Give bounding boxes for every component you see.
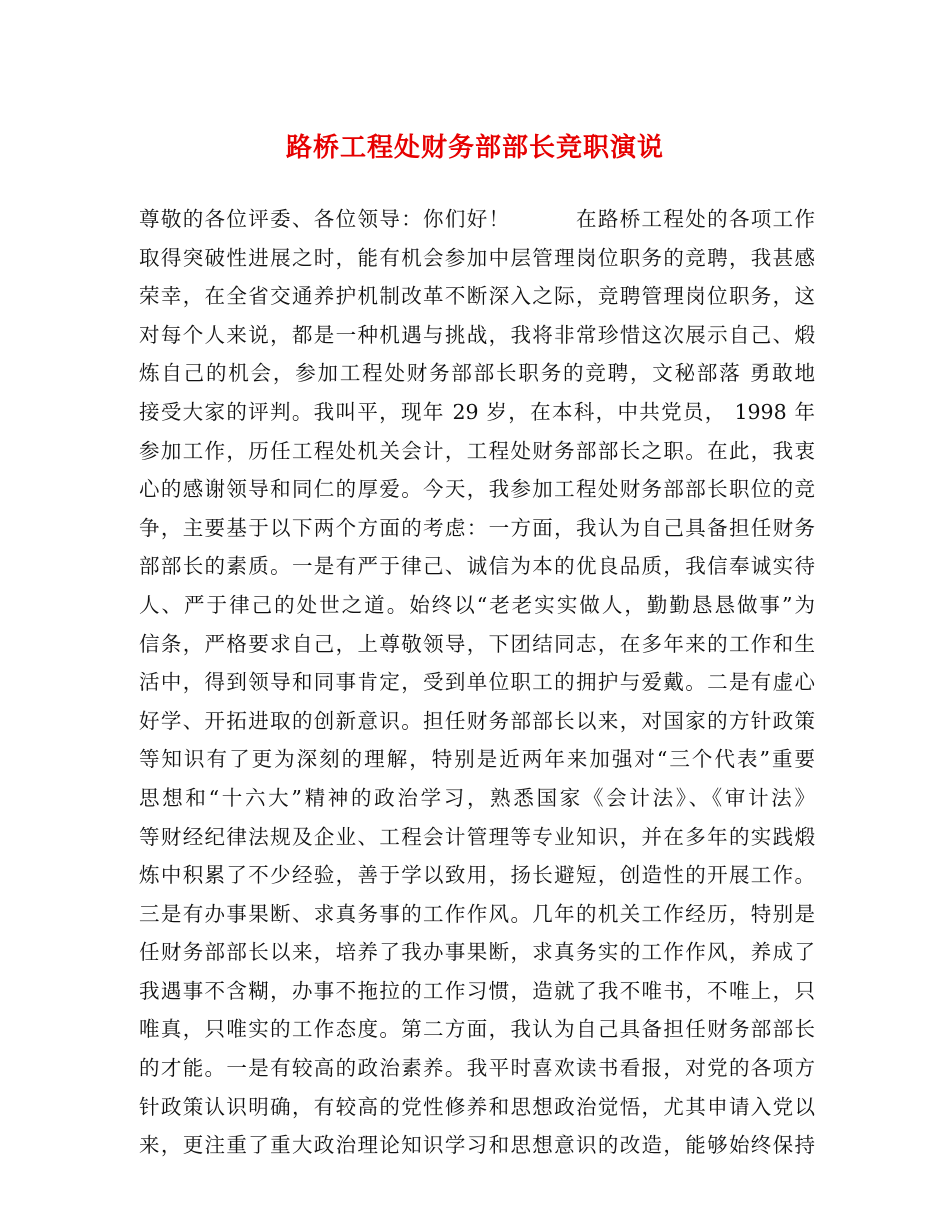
- document-title: 路桥工程处财务部部长竞职演说: [285, 133, 664, 163]
- body-text-line: 取得突破性进展之时，能有机会参加中层管理岗位职务的竞聘，我甚感: [139, 245, 815, 270]
- body-text-line: 针政策认识明确，有较高的党性修养和思想政治觉悟，尤其申请入党以: [139, 1094, 815, 1119]
- body-text-line: 三是有办事果断、求真务事的工作作风。几年的机关工作经历，特别是: [139, 901, 815, 926]
- body-text-line: 来，更注重了重大政治理论知识学习和思想意识的改造，能够始终保持: [139, 1133, 815, 1158]
- body-text-line: 心的感谢领导和同仁的厚爱。今天，我参加工程处财务部部长职位的竞: [139, 477, 815, 502]
- body-text-line: 等知识有了更为深刻的理解，特别是近两年来加强对“三个代表”重要: [139, 747, 815, 772]
- body-text-line: 任财务部部长以来，培养了我办事果断，求真务实的工作作风，养成了: [139, 940, 815, 965]
- body-text-line: 活中，得到领导和同事肯定，受到单位职工的拥护与爱戴。二是有虚心: [139, 670, 815, 695]
- body-text-line: 参加工作，历任工程处机关会计，工程处财务部部长之职。在此，我衷: [139, 438, 815, 463]
- body-text-line: 炼自己的机会，参加工程处财务部部长职务的竞聘，文秘部落 勇敢地: [139, 361, 815, 386]
- body-text-line: 部部长的素质。一是有严于律己、诚信为本的优良品质，我信奉诚实待: [139, 554, 815, 579]
- body-text-line: 唯真，只唯实的工作态度。第二方面，我认为自己具备担任财务部部长: [139, 1017, 815, 1042]
- body-text-line: 尊敬的各位评委、各位领导：你们好！ 在路桥工程处的各项工作: [139, 207, 815, 231]
- document-body: [139, 200, 815, 1165]
- body-text-line: 思想和“十六大”精神的政治学习，熟悉国家《会计法》、《审计法》: [139, 785, 815, 810]
- body-text-line: 好学、开拓进取的创新意识。担任财务部部长以来，对国家的方针政策: [139, 708, 815, 733]
- body-text-line: 等财经纪律法规及企业、工程会计管理等专业知识，并在多年的实践煅: [139, 824, 815, 849]
- body-text-line: 人、严于律己的处世之道。始终以“老老实实做人，勤勤恳恳做事”为: [139, 592, 815, 617]
- body-text-line: 争，主要基于以下两个方面的考虑：一方面，我认为自己具备担任财务: [139, 515, 815, 540]
- body-text-line: 我遇事不含糊，办事不拖拉的工作习惯，造就了我不唯书，不唯上，只: [139, 978, 815, 1003]
- body-text-line: 接受大家的评判。我叫平，现年 29 岁，在本科，中共党员， 1998 年: [139, 399, 815, 424]
- body-text-line: 的才能。一是有较高的政治素养。我平时喜欢读书看报，对党的各项方: [139, 1056, 815, 1081]
- body-text-line: 炼中积累了不少经验，善于学以致用，扬长避短，创造性的开展工作。: [139, 863, 815, 888]
- body-text-line: 信条，严格要求自己，上尊敬领导，下团结同志，在多年来的工作和生: [139, 631, 815, 656]
- body-text-line: 对每个人来说，都是一种机遇与挑战，我将非常珍惜这次展示自己、煅: [139, 322, 815, 347]
- body-text-line: 荣幸，在全省交通养护机制改革不断深入之际，竞聘管理岗位职务，这: [139, 284, 815, 309]
